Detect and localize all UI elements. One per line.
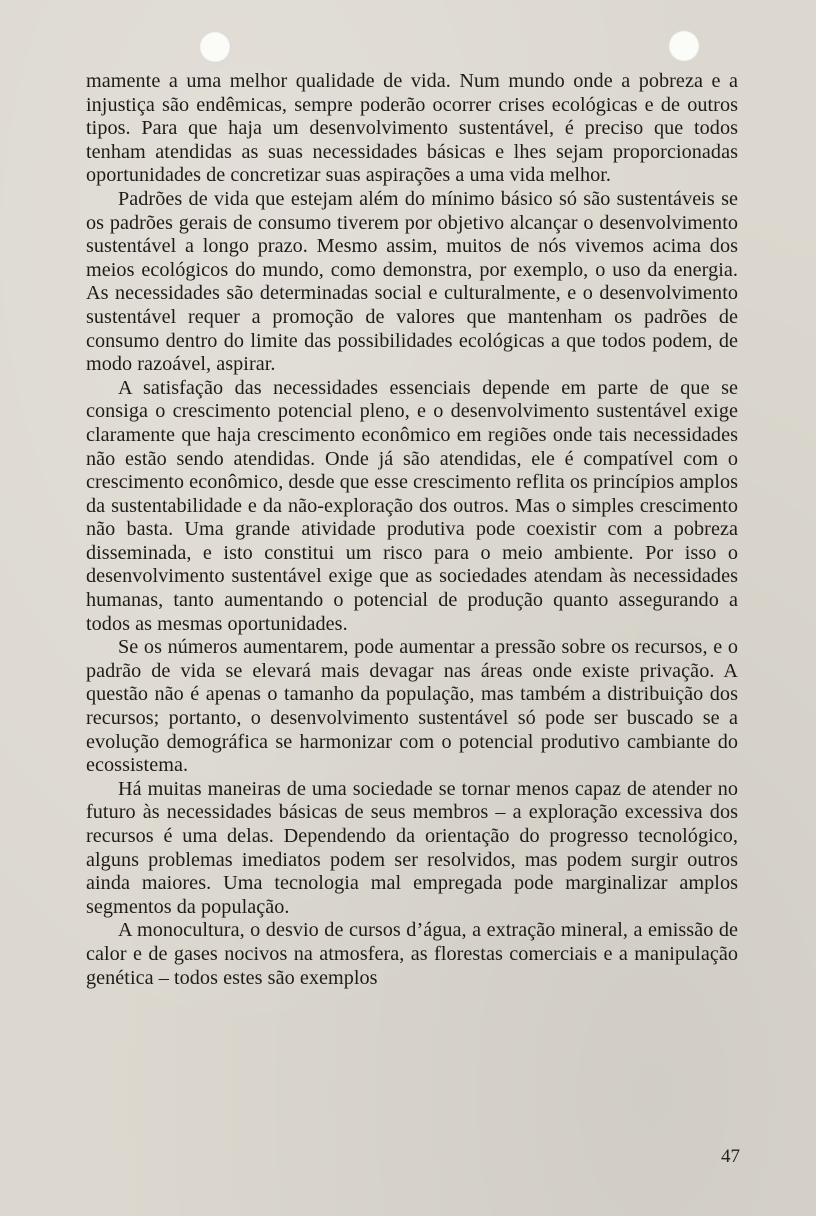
paragraph-6: A monocultura, o desvio de cursos d’água, a extração mineral, a emissão de calor e de gases nocivos na atmosfera, as florestas comerciais e a manipulação genética – todos estes são exemplos <box>86 919 738 989</box>
punch-hole-right <box>668 30 700 62</box>
paragraph-3: A satisfação das necessidades essenciais depende em parte de que se consiga o crescimento potencial pleno, e o desenvolvimento sustentável exige claramente que haja crescimento econômico em regiões onde tais necessidades não estão sendo atendidas. Onde já são atendidas, ele é compatível com o crescimento econômico, desde que esse crescimento reflita os princípios amplos da sustentabilidade e da não-exploração dos outros. Mas o simples crescimento não basta. Uma grande atividade produtiva pode coexistir com a pobreza disseminada, e isto constitui um risco para o meio ambiente. Por isso o desenvolvimento sustentável exige que as sociedades atendam às necessidades humanas, tanto aumentando o potencial de produção quanto assegurando a todos as mesmas oportunidades. <box>86 376 738 635</box>
paragraph-4: Se os números aumentarem, pode aumentar a pressão sobre os recursos, e o padrão de vida se elevará mais devagar nas áreas onde existe privação. A questão não é apenas o tamanho da população, mas também a distribuição dos recursos; portanto, o desenvolvimento sustentável só pode ser buscado se a evolução demográfica se harmonizar com o potencial produtivo cambiante do ecossistema. <box>86 636 738 777</box>
body-text <box>86 70 738 990</box>
paragraph-2: Padrões de vida que estejam além do mínimo básico só são sustentáveis se os padrões gerais de consumo tiverem por objetivo alcançar o desenvolvimento sustentável a longo prazo. Mesmo assim, muitos de nós vivemos acima dos meios ecológicos do mundo, como demonstra, por exemplo, o uso da energia. As necessidades são determinadas social e culturalmente, e o desenvolvimento sustentável requer a promoção de valores que mantenham os padrões de consumo dentro do limite das possibilidades ecológicas a que todos podem, de modo razoável, aspirar. <box>86 187 738 376</box>
paragraph-1: mamente a uma melhor qualidade de vida. Num mundo onde a pobreza e a injustiça são endêmicas, sempre poderão ocorrer crises ecológicas e de outros tipos. Para que haja um desenvolvimento sustentável, é preciso que todos tenham atendidas as suas necessidades básicas e lhes sejam proporcionadas oportunidades de concretizar suas aspirações a uma vida melhor. <box>86 70 738 187</box>
paragraph-5: Há muitas maneiras de uma sociedade se tornar menos capaz de atender no futuro às necessidades básicas de seus membros – a exploração excessiva dos recursos é uma delas. Dependendo da orientação do progresso tecnológico, alguns problemas imediatos podem ser resolvidos, mas podem surgir outros ainda maiores. Uma tecnologia mal empregada pode marginalizar amplos segmentos da população. <box>86 777 738 918</box>
punch-hole-left <box>199 31 231 63</box>
page-number: 47 <box>721 1146 740 1167</box>
